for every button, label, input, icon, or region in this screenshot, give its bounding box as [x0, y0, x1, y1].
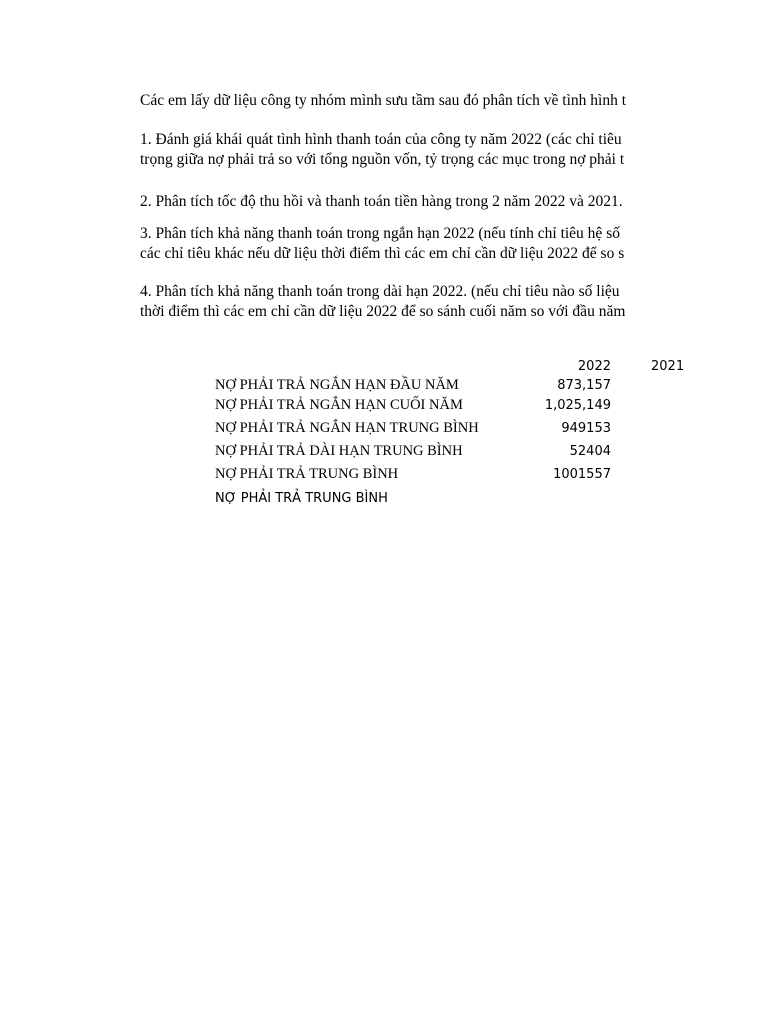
task-item-1-line-1: 1. Đánh giá khái quát tình hình thanh toán của công ty năm 2022 (các chỉ tiêu	[140, 131, 622, 148]
table-row-value: 1001557	[553, 467, 611, 482]
intro-line: Các em lấy dữ liệu công ty nhóm mình sưu tầm sau đó phân tích về tình hình t	[140, 92, 627, 109]
task-item-3-line-2: các chỉ tiêu khác nếu dữ liệu thời điểm thì các em chỉ cần dữ liệu 2022 để so s	[140, 245, 625, 262]
task-item-1-line-2: trọng giữa nợ phải trả so với tổng nguồn vốn, tỷ trọng các mục trong nợ phải t	[140, 151, 625, 168]
task-item-2	[140, 192, 623, 212]
table-row-value: 949153	[561, 421, 611, 436]
task-item-4-line-1: 4. Phân tích khả năng thanh toán trong dài hạn 2022. (nếu chỉ tiêu nào số liệu	[140, 283, 620, 300]
task-item-2-line-1: 2. Phân tích tốc độ thu hồi và thanh toán tiền hàng trong 2 năm 2022 và 2021.	[140, 193, 623, 210]
task-item-3	[140, 224, 624, 264]
task-item-3-line-1: 3. Phân tích khả năng thanh toán trong ngắn hạn 2022 (nếu tính chỉ tiêu hệ số	[140, 225, 620, 242]
table-row-label: NỢ PHẢI TRẢ NGẮN HẠN TRUNG BÌNH	[215, 420, 479, 436]
table-row-label: NỢ PHẢI TRẢ TRUNG BÌNH	[215, 466, 399, 482]
table-row-value: 52404	[569, 444, 611, 459]
table-row-label: NỢ PHẢI TRẢ NGẮN HẠN ĐẦU NĂM	[215, 377, 459, 393]
table-row-label: NỢ PHẢI TRẢ NGẮN HẠN CUỐI NĂM	[215, 397, 463, 413]
column-header-2021: 2021	[651, 359, 685, 374]
column-header-2022: 2022	[577, 359, 611, 374]
task-item-4	[140, 282, 625, 322]
table-row-label: NỢ PHẢI TRẢ TRUNG BÌNH	[215, 491, 388, 506]
table-row-value: 873,157	[557, 378, 611, 393]
task-item-1	[140, 130, 624, 170]
task-item-4-line-2: thời điểm thì các em chỉ cần dữ liệu 2022 để so sánh cuối năm so với đầu năm	[140, 303, 626, 320]
table-row-label: NỢ PHẢI TRẢ DÀI HẠN TRUNG BÌNH	[215, 443, 463, 459]
table-row-value: 1,025,149	[544, 398, 611, 413]
intro-paragraph	[140, 91, 626, 111]
